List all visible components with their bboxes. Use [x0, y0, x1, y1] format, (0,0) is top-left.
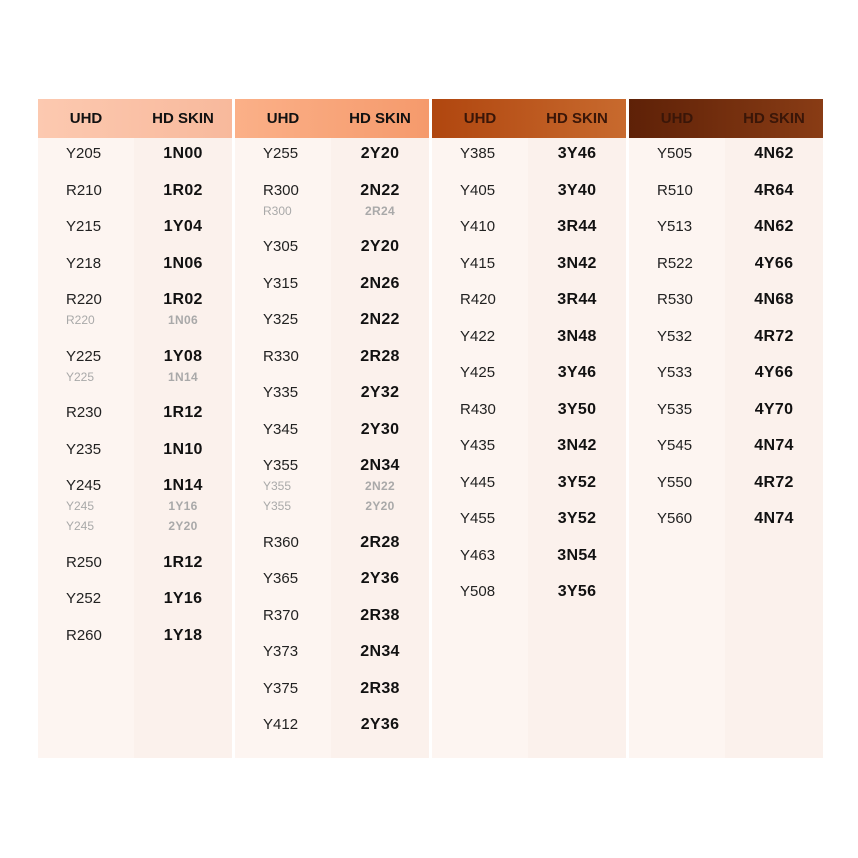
hd-skin-shade-code: 2Y30	[360, 420, 400, 438]
hd-skin-shade-code: 4Y70	[754, 400, 794, 418]
hd-skin-alt-shade-code: 2Y20	[365, 499, 395, 513]
hd-skin-column-header: HD SKIN	[152, 110, 214, 127]
hd-skin-shade-code: 2R28	[360, 533, 400, 551]
hd-skin-alt-shade-code: 1Y16	[168, 499, 198, 513]
uhd-shade-code: R260	[66, 626, 102, 644]
hd-skin-alt-shade-code: 1N06	[168, 313, 198, 327]
hd-skin-column	[134, 138, 232, 758]
uhd-column	[235, 138, 331, 758]
uhd-shade-code: Y463	[460, 546, 496, 564]
hd-skin-column	[528, 138, 626, 758]
hd-skin-shade-code: 3Y40	[557, 181, 597, 199]
uhd-alt-shade-code: R300	[263, 203, 292, 218]
uhd-alt-shade-code: R220	[66, 313, 95, 327]
uhd-shade-code: R220	[66, 291, 102, 308]
hd-skin-shade-code: 4R64	[754, 181, 794, 199]
hd-skin-shade-code: 3Y52	[557, 510, 597, 527]
uhd-shade-code: R300	[263, 181, 299, 199]
hd-skin-shade-code: 1Y08	[163, 347, 203, 365]
hd-skin-alt-shade-code: 2R24	[365, 203, 395, 218]
uhd-shade-code: Y545	[657, 437, 693, 454]
hd-skin-shade-code: 3N42	[557, 254, 597, 272]
uhd-shade-code: R420	[460, 291, 496, 308]
hd-skin-alt-shade-code: 2Y20	[168, 519, 198, 533]
uhd-column-header: UHD	[463, 110, 497, 127]
hd-skin-shade-code: 1Y04	[163, 218, 203, 235]
hd-skin-shade-code: 3N54	[557, 546, 597, 564]
hd-skin-shade-code: 2R38	[360, 679, 400, 697]
uhd-shade-code: Y225	[66, 347, 102, 365]
group-body	[432, 138, 626, 758]
uhd-shade-code: Y205	[66, 145, 102, 162]
uhd-shade-code: R330	[263, 347, 299, 365]
group-body	[235, 138, 429, 758]
hd-skin-shade-code: 4N74	[754, 437, 794, 454]
hd-skin-shade-code: 2Y20	[360, 238, 400, 255]
uhd-shade-code: Y335	[263, 384, 299, 401]
hd-skin-shade-code: 2R28	[360, 347, 400, 365]
shade-group-3	[432, 99, 626, 758]
hd-skin-shade-code: 1Y18	[163, 626, 203, 644]
hd-skin-shade-code: 3Y56	[557, 583, 597, 600]
uhd-column-header: UHD	[266, 110, 300, 127]
hd-skin-shade-code: 2N26	[360, 274, 400, 292]
hd-skin-shade-code: 1N14	[163, 477, 203, 494]
hd-skin-shade-code: 2Y36	[360, 570, 400, 587]
hd-skin-column-header: HD SKIN	[349, 110, 411, 127]
uhd-shade-code: Y415	[460, 254, 496, 272]
uhd-shade-code: Y385	[460, 145, 496, 162]
uhd-shade-code: Y235	[66, 440, 102, 458]
uhd-shade-code: Y455	[460, 510, 496, 527]
hd-skin-shade-code: 4R72	[754, 473, 794, 491]
hd-skin-shade-code: 2Y36	[360, 716, 400, 733]
hd-skin-alt-shade-code: 2N22	[365, 479, 395, 493]
shade-group-2	[235, 99, 429, 758]
uhd-column	[38, 138, 134, 758]
uhd-shade-code: Y245	[66, 477, 102, 494]
hd-skin-shade-code: 1R12	[163, 404, 203, 421]
hd-skin-shade-code: 1Y16	[163, 590, 203, 607]
uhd-shade-code: Y373	[263, 643, 299, 660]
uhd-shade-code: R210	[66, 181, 102, 199]
uhd-shade-code: Y252	[66, 590, 102, 607]
hd-skin-shade-code: 1R12	[163, 553, 203, 571]
shade-conversion-table	[38, 99, 820, 758]
uhd-shade-code: R230	[66, 404, 102, 421]
hd-skin-shade-code: 4R72	[754, 327, 794, 345]
uhd-shade-code: Y305	[263, 238, 299, 255]
hd-skin-shade-code: 2Y20	[360, 145, 400, 162]
hd-skin-shade-code: 1R02	[163, 181, 203, 199]
hd-skin-shade-code: 4N74	[754, 510, 794, 527]
uhd-shade-code: Y412	[263, 716, 299, 733]
hd-skin-shade-code: 2N34	[360, 643, 400, 660]
uhd-shade-code: Y218	[66, 254, 102, 272]
hd-skin-shade-code: 1R02	[163, 291, 203, 308]
uhd-shade-code: R510	[657, 181, 693, 199]
hd-skin-shade-code: 2Y32	[360, 384, 400, 401]
hd-skin-shade-code: 2N22	[360, 311, 400, 328]
uhd-shade-code: R430	[460, 400, 496, 418]
uhd-shade-code: R360	[263, 533, 299, 551]
uhd-shade-code: Y560	[657, 510, 693, 527]
uhd-column	[432, 138, 528, 758]
hd-skin-column	[331, 138, 429, 758]
hd-skin-shade-code: 3N42	[557, 437, 597, 454]
group-header	[38, 99, 232, 138]
hd-skin-shade-code: 4Y66	[754, 254, 794, 272]
hd-skin-shade-code: 2R38	[360, 606, 400, 624]
uhd-column-header: UHD	[660, 110, 694, 127]
hd-skin-shade-code: 1N06	[163, 254, 203, 272]
hd-skin-shade-code: 4Y66	[754, 364, 794, 381]
uhd-shade-code: Y255	[263, 145, 299, 162]
shade-group-4	[629, 99, 823, 758]
hd-skin-column	[725, 138, 823, 758]
uhd-shade-code: Y325	[263, 311, 299, 328]
hd-skin-shade-code: 1N10	[163, 440, 203, 458]
uhd-shade-code: Y215	[66, 218, 102, 235]
uhd-shade-code: Y535	[657, 400, 693, 418]
hd-skin-shade-code: 2N22	[360, 181, 400, 199]
uhd-shade-code: Y425	[460, 364, 496, 381]
uhd-shade-code: Y315	[263, 274, 299, 292]
hd-skin-shade-code: 3R44	[557, 218, 597, 235]
hd-skin-shade-code: 3Y46	[557, 364, 597, 381]
uhd-shade-code: Y365	[263, 570, 299, 587]
uhd-shade-code: Y410	[460, 218, 496, 235]
uhd-shade-code: R250	[66, 553, 102, 571]
uhd-alt-shade-code: Y245	[66, 499, 95, 513]
uhd-shade-code: Y405	[460, 181, 496, 199]
hd-skin-shade-code: 3Y46	[557, 145, 597, 162]
hd-skin-column-header: HD SKIN	[546, 110, 608, 127]
hd-skin-shade-code: 4N62	[754, 218, 794, 235]
uhd-shade-code: Y513	[657, 218, 693, 235]
uhd-alt-shade-code: Y355	[263, 499, 292, 513]
hd-skin-shade-code: 2N34	[360, 457, 400, 474]
uhd-shade-code: Y445	[460, 473, 496, 491]
uhd-shade-code: Y532	[657, 327, 693, 345]
uhd-shade-code: R370	[263, 606, 299, 624]
hd-skin-shade-code: 3N48	[557, 327, 597, 345]
group-body	[629, 138, 823, 758]
uhd-shade-code: Y375	[263, 679, 299, 697]
uhd-shade-code: R522	[657, 254, 693, 272]
hd-skin-shade-code: 4N68	[754, 291, 794, 308]
uhd-shade-code: Y422	[460, 327, 496, 345]
hd-skin-shade-code: 4N62	[754, 145, 794, 162]
uhd-shade-code: Y508	[460, 583, 496, 600]
uhd-alt-shade-code: Y245	[66, 519, 95, 533]
uhd-shade-code: Y345	[263, 420, 299, 438]
uhd-column-header: UHD	[69, 110, 103, 127]
hd-skin-alt-shade-code: 1N14	[168, 369, 198, 384]
hd-skin-shade-code: 3Y50	[557, 400, 597, 418]
shade-group-1	[38, 99, 232, 758]
group-header	[432, 99, 626, 138]
hd-skin-shade-code: 1N00	[163, 145, 203, 162]
uhd-alt-shade-code: Y225	[66, 369, 95, 384]
hd-skin-shade-code: 3Y52	[557, 473, 597, 491]
uhd-shade-code: Y435	[460, 437, 496, 454]
uhd-alt-shade-code: Y355	[263, 479, 292, 493]
uhd-shade-code: R530	[657, 291, 693, 308]
group-body	[38, 138, 232, 758]
uhd-column	[629, 138, 725, 758]
group-header	[629, 99, 823, 138]
uhd-shade-code: Y355	[263, 457, 299, 474]
hd-skin-column-header: HD SKIN	[743, 110, 805, 127]
uhd-shade-code: Y533	[657, 364, 693, 381]
uhd-shade-code: Y505	[657, 145, 693, 162]
group-header	[235, 99, 429, 138]
hd-skin-shade-code: 3R44	[557, 291, 597, 308]
uhd-shade-code: Y550	[657, 473, 693, 491]
